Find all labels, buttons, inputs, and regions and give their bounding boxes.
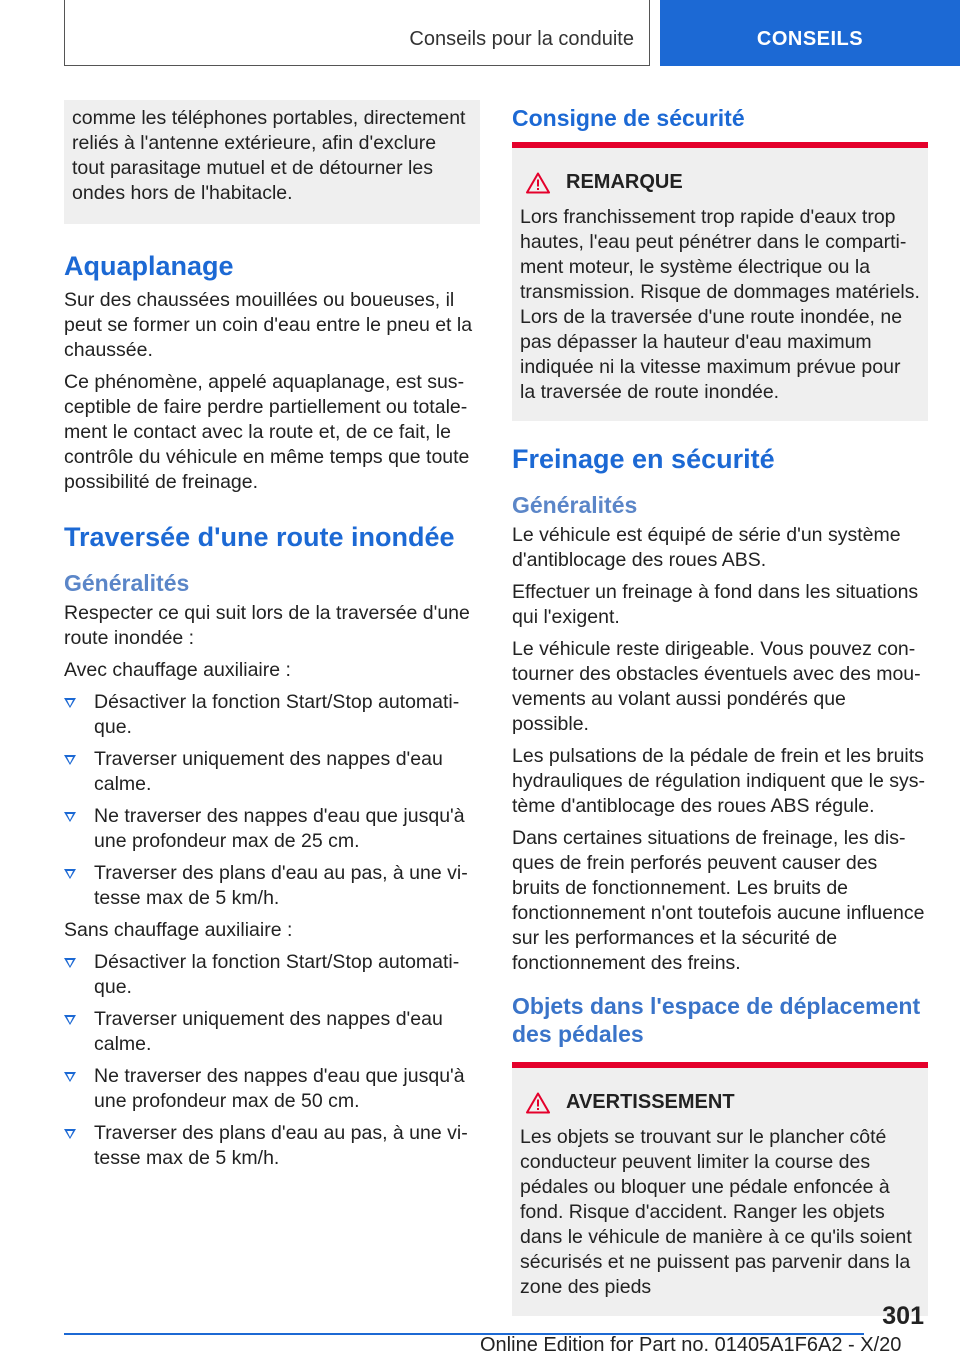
remarque-title <box>520 170 920 195</box>
triangle-bullet-icon <box>64 812 76 822</box>
with-heater-list <box>64 690 480 911</box>
warning-triangle-icon <box>526 1092 550 1114</box>
remarque-box <box>512 142 928 421</box>
avertissement-label: AVERTISSEMENT <box>566 1091 735 1113</box>
without-heater-label: Sans chauffage auxiliaire : <box>64 919 293 941</box>
freinage-p4: Les pulsations de la pédale de frein et les bruits hydrauliques de régulation indiquent que le système d'antiblocage des roues ABS régule. <box>512 745 926 817</box>
traversee-heading: Traversée d'une route inondée <box>64 522 455 552</box>
header-section-title: Conseils pour la conduite <box>409 28 634 50</box>
triangle-bullet-icon <box>64 755 76 765</box>
header-chapter-tab[interactable]: CONSEILS <box>660 0 960 66</box>
list-item: Traverser uniquement des nappes d'eau calme. <box>64 747 480 797</box>
freinage-subheading: Généralités <box>512 492 638 518</box>
list-item: Désactiver la fonction Start/Stop automatique. <box>64 690 480 740</box>
without-heater-list <box>64 950 480 1171</box>
aquaplanage-heading: Aquaplanage <box>64 251 234 281</box>
list-item: Désactiver la fonction Start/Stop automatique. <box>64 950 480 1000</box>
list-item: Traverser des plans d'eau au pas, à une vitesse max de 5 km/h. <box>64 861 480 911</box>
triangle-bullet-icon <box>64 958 76 968</box>
page-number: 301 <box>882 1302 924 1330</box>
footer-edition: Online Edition for Part no. 01405A1F6A2 - X/20 <box>480 1334 902 1356</box>
triangle-bullet-icon <box>64 869 76 879</box>
freinage-p1: Le véhicule est équipé de série d'un système d'antiblocage des roues ABS. <box>512 524 901 571</box>
aquaplanage-p1: Sur des chaussées mouillées ou boueuses, il peut se former un coin d'eau entre le pneu et la chaussée. <box>64 289 473 361</box>
right-column <box>512 100 928 1338</box>
objets-heading: Objets dans l'espace de déplacement des pédales <box>512 993 921 1047</box>
triangle-bullet-icon <box>64 698 76 708</box>
warning-triangle-icon <box>526 172 550 194</box>
page-header <box>0 0 960 66</box>
left-column <box>64 100 480 1178</box>
list-item: Ne traverser des nappes d'eau que jusqu'à une profondeur max de 25 cm. <box>64 804 480 854</box>
triangle-bullet-icon <box>64 1072 76 1082</box>
with-heater-label: Avec chauffage auxiliaire : <box>64 659 291 681</box>
traversee-subheading: Généralités <box>64 570 190 596</box>
list-item: Ne traverser des nappes d'eau que jusqu'à une profondeur max de 50 cm. <box>64 1064 480 1114</box>
intro-box <box>64 100 480 224</box>
remarque-text: Lors franchissement trop rapide d'eaux trop hautes, l'eau peut pénétrer dans le compartiment moteur, le système électrique ou la transmission. Risque de dommages matériels. Lors de la traversée d'une route inondée, ne pas dépasser la hauteur d'eau maximum indiquée ni la vitesse maximum prévue pour la traversée de route inondée. <box>520 206 920 403</box>
avertissement-text: Les objets se trouvant sur le plancher côté conducteur peuvent limiter la course des pédales ou bloquer une pédale enfoncée à fond. Risque d'accident. Ranger les objets dans le véhicule de manière à ce qu'ils soient sécurisés et ne puissent pas parvenir dans la zone des pieds <box>520 1126 912 1298</box>
avertissement-title <box>520 1090 920 1115</box>
triangle-bullet-icon <box>64 1015 76 1025</box>
remarque-label: REMARQUE <box>566 171 683 193</box>
intro-box-text: comme les téléphones portables, directement reliés à l'antenne extérieure, afin d'exclure tout parasitage mutuel et de détourner les ondes hors de l'habitacle. <box>72 107 466 204</box>
freinage-p3: Le véhicule reste dirigeable. Vous pouvez contourner des obstacles éventuels avec des mouvements au volant aussi pondérés que possible. <box>512 638 921 735</box>
aquaplanage-p2: Ce phénomène, appelé aquaplanage, est susceptible de faire perdre partiellement ou totalement le contact avec la route et, de ce fait, le contrôle du véhicule en même temps que toute possibilité de freinage. <box>64 371 470 493</box>
freinage-p5: Dans certaines situations de freinage, les disques de frein perforés peuvent causer des bruits de fonctionnement. Les bruits de fonctionnement n'ont toutefois aucune influence sur les performances et la sécurité de fonctionnement des freins. <box>512 827 925 974</box>
freinage-p2: Effectuer un freinage à fond dans les situations qui l'exigent. <box>512 581 919 628</box>
freinage-heading: Freinage en sécurité <box>512 444 775 474</box>
avertissement-box <box>512 1062 928 1316</box>
list-item: Traverser des plans d'eau au pas, à une vitesse max de 5 km/h. <box>64 1121 480 1171</box>
list-item: Traverser uniquement des nappes d'eau calme. <box>64 1007 480 1057</box>
triangle-bullet-icon <box>64 1129 76 1139</box>
traversee-intro: Respecter ce qui suit lors de la traversée d'une route inondée : <box>64 602 470 649</box>
consigne-heading: Consigne de sécurité <box>512 105 745 131</box>
